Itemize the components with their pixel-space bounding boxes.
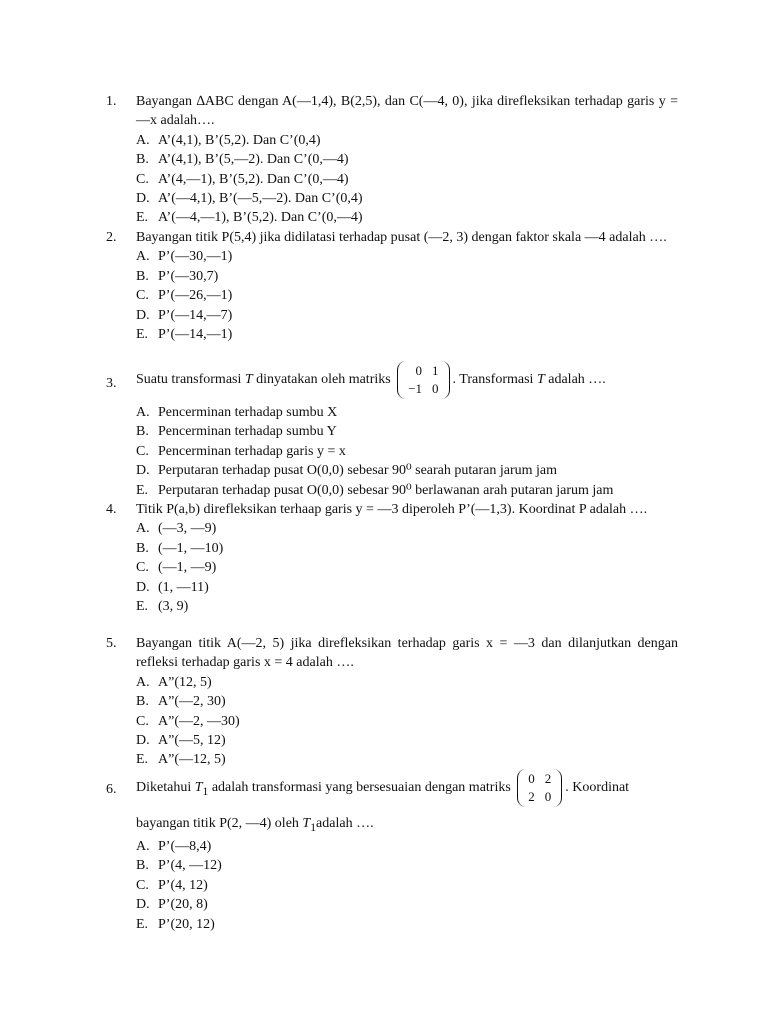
option-b <box>136 267 678 286</box>
option-c <box>136 558 678 577</box>
option-b <box>136 692 678 711</box>
question-text-part: bayangan titik P(2, —4) oleh <box>136 815 303 831</box>
option-letter: A. <box>136 839 150 854</box>
matrix-cell: 0 <box>528 770 535 786</box>
question-text: Bayangan titik P(5,4) jika didilatasi terhadap pusat (—2, 3) dengan faktor skala —4 adalah …. <box>136 230 667 245</box>
option-list <box>136 247 678 344</box>
option-b <box>136 539 678 558</box>
matrix <box>397 361 449 399</box>
option-text: A’(4,1), B’(5,2). Dan C’(0,4) <box>158 132 321 148</box>
option-letter: E. <box>136 599 149 615</box>
question-text <box>136 768 678 812</box>
option-letter: B. <box>136 268 149 284</box>
option-text: Perputaran terhadap pusat O(0,0) sebesar 90⁰ berlawanan arah putaran jarum jam <box>158 482 614 498</box>
option-text: Pencerminan terhadap sumbu Y <box>158 424 337 440</box>
question-text-part: dinyatakan oleh matriks <box>252 372 395 387</box>
matrix-cell: 1 <box>432 362 439 378</box>
option-text: A’(—4,—1), B’(5,2). Dan C’(0,—4) <box>158 210 363 226</box>
option-c <box>136 876 678 895</box>
option-text: P’(4, 12) <box>158 877 208 893</box>
option-b <box>136 150 678 169</box>
option-d <box>136 731 678 750</box>
option-a <box>136 673 678 692</box>
option-text: (1, —11) <box>158 579 209 595</box>
option-letter: A. <box>136 674 150 690</box>
question-text-part: adalah transformasi yang bersesuaian dengan matriks <box>208 780 515 795</box>
question-text-part: Suatu transformasi <box>136 372 245 387</box>
question-number: 2. <box>106 230 117 245</box>
question-text <box>136 360 678 400</box>
question-6 <box>106 768 678 934</box>
question-number: 3. <box>106 376 117 391</box>
question-text-part: . Transformasi <box>452 372 537 387</box>
matrix-cell: 2 <box>528 788 535 804</box>
question-text-part: adalah …. <box>316 815 374 831</box>
matrix-cell: 2 <box>544 770 552 786</box>
option-d <box>136 578 678 597</box>
option-text: P’(—30,—1) <box>158 249 233 265</box>
option-text: P’(20, 12) <box>158 916 215 932</box>
option-list <box>136 403 678 500</box>
option-text: (—3, —9) <box>158 521 217 537</box>
option-letter: B. <box>136 424 149 440</box>
option-letter: B. <box>136 152 149 168</box>
option-list <box>136 131 678 228</box>
option-a <box>136 131 678 150</box>
option-list <box>136 519 678 616</box>
option-text: P’(—14,—7) <box>158 307 233 323</box>
option-text: A”(—5, 12) <box>158 733 226 749</box>
question-number: 5. <box>106 636 117 651</box>
option-letter: D. <box>136 579 150 595</box>
question-text: Titik P(a,b) direfleksikan terhaap garis y = —3 diperoleh P’(—1,3). Koordinat P adalah …. <box>136 502 648 517</box>
question-2 <box>106 228 678 344</box>
option-e <box>136 915 678 934</box>
option-text: A”(12, 5) <box>158 674 212 690</box>
option-text: (—1, —9) <box>158 560 217 576</box>
option-letter: D. <box>136 463 150 479</box>
option-letter: A. <box>136 405 150 420</box>
transformation-symbol: T <box>536 372 545 387</box>
option-letter: E. <box>136 210 149 226</box>
subscript: 1 <box>202 784 209 798</box>
option-text: P’(4, —12) <box>158 858 222 874</box>
question-text: Bayangan titik A(—2, 5) jika direfleksikan terhadap garis x = —3 dan dilanjutkan dengan refleksi terhadap garis x = 4 adalah …. <box>136 636 678 671</box>
matrix-cell: 0 <box>415 362 423 378</box>
option-letter: E. <box>136 916 149 932</box>
option-text: P’(—30,7) <box>158 268 219 284</box>
option-text: P’(—26,—1) <box>158 288 233 304</box>
option-text: Pencerminan terhadap sumbu X <box>158 405 338 420</box>
option-letter: B. <box>136 858 149 874</box>
option-text: A’(—4,1), B’(—5,—2). Dan C’(0,4) <box>158 191 363 207</box>
transformation-symbol: T <box>244 372 253 387</box>
subscript: 1 <box>310 820 317 834</box>
option-text: (3, 9) <box>158 599 189 615</box>
matrix-cell: 0 <box>432 380 439 396</box>
option-letter: D. <box>136 733 150 749</box>
option-letter: E. <box>136 482 149 498</box>
question-3 <box>106 360 678 500</box>
option-text: Pencerminan terhadap garis y = x <box>158 443 346 459</box>
matrix-cell: −1 <box>408 380 423 396</box>
option-b <box>136 856 678 875</box>
option-letter: C. <box>136 713 149 729</box>
option-letter: B. <box>136 540 149 556</box>
question-number: 4. <box>106 502 117 517</box>
option-letter: C. <box>136 288 149 304</box>
question-text-part: Diketahui <box>136 780 195 795</box>
question-number: 6. <box>106 782 117 797</box>
option-letter: D. <box>136 191 150 207</box>
matrix <box>517 769 562 807</box>
option-a <box>136 837 678 856</box>
question-5 <box>106 634 678 770</box>
option-letter: A. <box>136 249 150 265</box>
option-e <box>136 750 678 769</box>
option-text: A’(4,1), B’(5,—2). Dan C’(0,—4) <box>158 152 349 168</box>
question-text: Bayangan ∆ABC dengan A(—1,4), B(2,5), dan C(—4, 0), jika direfleksikan terhadap garis y = —x adalah…. <box>136 94 678 129</box>
question-number: 1. <box>106 94 117 109</box>
option-d <box>136 895 678 914</box>
option-letter: D. <box>136 307 150 323</box>
option-a <box>136 403 678 422</box>
option-letter: C. <box>136 171 149 187</box>
option-letter: A. <box>136 521 150 537</box>
option-letter: E. <box>136 752 149 768</box>
matrix-cell: 0 <box>544 788 552 804</box>
option-d <box>136 306 678 325</box>
option-text: Perputaran terhadap pusat O(0,0) sebesar 90⁰ searah putaran jarum jam <box>158 463 558 479</box>
option-e <box>136 208 678 227</box>
option-c <box>136 712 678 731</box>
option-text: P’(—14,—1) <box>158 327 233 343</box>
option-d <box>136 189 678 208</box>
question-4 <box>106 500 678 616</box>
option-d <box>136 461 678 480</box>
transformation-symbol: T <box>194 780 203 795</box>
option-text: P’(—8,4) <box>158 839 212 854</box>
option-b <box>136 422 678 441</box>
question-text-part: adalah …. <box>544 372 606 387</box>
option-letter: B. <box>136 694 149 710</box>
option-e <box>136 481 678 500</box>
option-c <box>136 442 678 461</box>
option-e <box>136 325 678 344</box>
option-a <box>136 247 678 266</box>
option-text: A”(—2, —30) <box>158 713 240 729</box>
option-letter: C. <box>136 443 149 459</box>
option-text: A’(4,—1), B’(5,2). Dan C’(0,—4) <box>158 171 349 187</box>
option-e <box>136 597 678 616</box>
option-a <box>136 519 678 538</box>
option-letter: D. <box>136 897 150 913</box>
option-text: A”(—12, 5) <box>158 752 226 768</box>
option-letter: E. <box>136 327 149 343</box>
question-text-part: . Koordinat <box>565 780 630 795</box>
question-text-line-2 <box>136 814 678 837</box>
option-list <box>136 673 678 770</box>
option-text: (—1, —10) <box>158 540 224 556</box>
option-text: P’(20, 8) <box>158 897 208 913</box>
option-text: A”(—2, 30) <box>158 694 226 710</box>
option-letter: C. <box>136 877 149 893</box>
option-letter: A. <box>136 132 150 148</box>
option-c <box>136 286 678 305</box>
option-c <box>136 170 678 189</box>
option-letter: C. <box>136 560 149 576</box>
question-1 <box>106 92 678 228</box>
option-list <box>136 837 678 934</box>
transformation-symbol: T <box>302 815 311 831</box>
